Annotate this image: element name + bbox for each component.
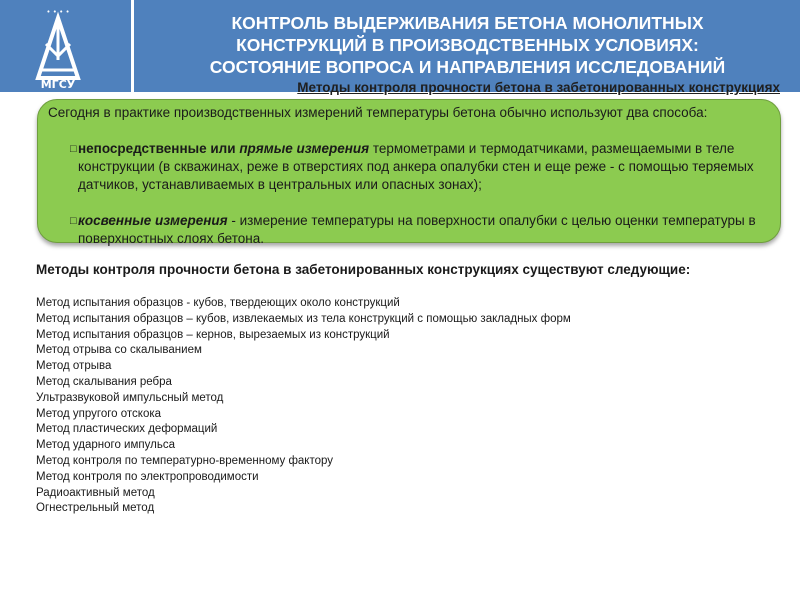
list-item: Метод контроля по температурно-временному фактору	[36, 454, 334, 467]
mgsu-logo	[0, 0, 130, 92]
list-item: Метод скалывания ребра	[36, 375, 172, 388]
direct-label: непосредственные или	[78, 141, 240, 156]
title-line-1: КОНТРОЛЬ ВЫДЕРЖИВАНИЯ БЕТОНА МОНОЛИТНЫХ	[231, 13, 704, 33]
logo-separator	[131, 0, 134, 92]
logo-dots: • • • •	[46, 8, 70, 16]
list-item: Ультразвуковой импульсный метод	[36, 391, 224, 404]
methods-list	[36, 296, 571, 517]
list-item: Метод ударного импульса	[36, 439, 175, 452]
list-item: Метод испытания образцов – кернов, вырезаемых из конструкций	[36, 328, 390, 341]
page-title	[140, 12, 795, 78]
list-item: Метод отрыва со скалыванием	[36, 344, 202, 357]
list-item: Метод упругого отскока	[36, 407, 162, 420]
list-item: Радиоактивный метод	[36, 486, 155, 499]
indirect-label: косвенные измерения	[78, 213, 228, 228]
temperature-methods-box	[37, 99, 781, 246]
list-item: Метод контроля по электропроводимости	[36, 470, 259, 483]
list-item: Огнестрельный метод	[36, 502, 155, 515]
section-subtitle: Методы контроля прочности бетона в забетонированных конструкциях	[297, 80, 780, 95]
list-item: Метод пластических деформаций	[36, 423, 218, 436]
indirect-description: - измерение температуры на поверхности опалубки с целью оценки температуры в поверхностных слоях бетона.	[78, 213, 756, 246]
title-line-3: СОСТОЯНИЕ ВОПРОСА И НАПРАВЛЕНИЯ ИССЛЕДОВАНИЙ	[209, 57, 726, 77]
box-item-direct	[70, 140, 768, 194]
logo-text: МГСУ	[40, 78, 76, 91]
bullet-icon: □	[70, 215, 77, 227]
box-intro-text: Сегодня в практике производственных измерений температуры бетона обычно используют два способа:	[48, 105, 708, 120]
box-item-indirect	[70, 212, 768, 248]
list-item: Метод испытания образцов - кубов, твердеющих около конструкций	[36, 297, 400, 309]
direct-label-italic: прямые измерения	[239, 141, 370, 156]
methods-heading: Методы контроля прочности бетона в забетонированных конструкциях существуют следующие:	[36, 262, 691, 277]
list-item: Метод отрыва	[36, 360, 112, 373]
bullet-icon: □	[70, 143, 77, 155]
title-line-2: КОНСТРУКЦИЙ В ПРОИЗВОДСТВЕННЫХ УСЛОВИЯХ:	[236, 35, 699, 55]
direct-description: термометрами и термодатчиками, размещаемыми в теле конструкции (в скважинах, реже в отверстиях под анкера опалубки стен и еще реже - с помощью теряемых датчиков, устанавливаемых в центральных или опасных зонах);	[78, 141, 754, 192]
list-item: Метод испытания образцов – кубов, извлекаемых из тела конструкций с помощью закладных форм	[36, 312, 571, 325]
header-bar	[0, 0, 800, 92]
